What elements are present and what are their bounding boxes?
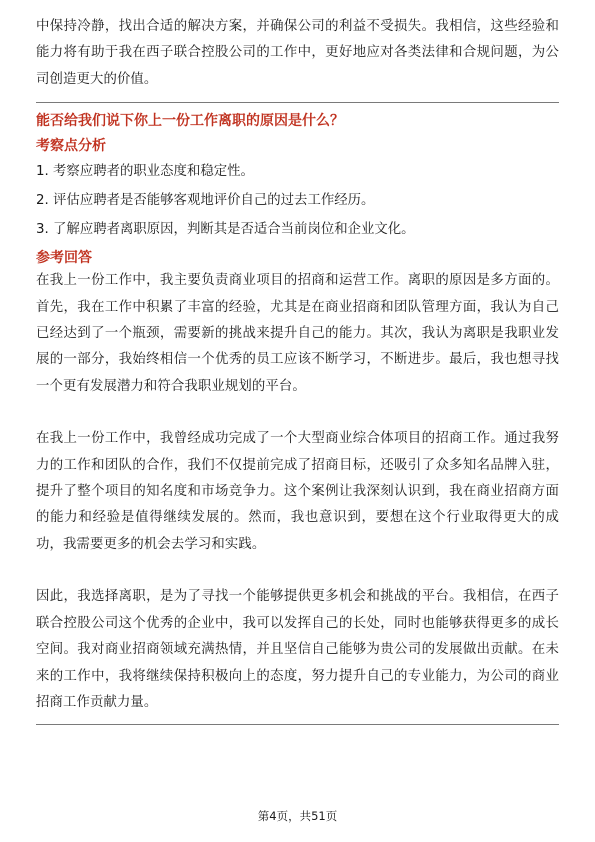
answer-label: 参考回答 [36, 250, 92, 267]
answer-paragraph: 在我上一份工作中，我主要负责商业项目的招商和运营工作。离职的原因是多方面的。首先，我在工作中积累了丰富的经验，尤其是在商业招商和团队管理方面，我认为自己已经达到了一个瓶颈，需要新的挑战来提升自己的能力。其次，我认为离职是我职业发展的一部分，我始终相信一个优秀的员工应该不断学习，不断进步。最后，我也想寻找一个更有发展潜力和符合我职业规划的平台。 [36, 273, 559, 394]
answer-paragraph: 在我上一份工作中，我曾经成功完成了一个大型商业综合体项目的招商工作。通过我努力的工作和团队的合作，我们不仅提前完成了招商目标，还吸引了众多知名品牌入驻，提升了整个项目的知名度和市场竞争力。这个案例让我深刻认识到，我在商业招商方面的能力和经验是值得继续发展的。然而，我也意识到，要想在这个行业取得更大的成功，我需要更多的机会去学习和实践。 [36, 431, 559, 552]
analysis-list [36, 157, 559, 244]
intro-paragraph: 中保持冷静，找出合适的解决方案，并确保公司的利益不受损失。我相信，这些经验和能力将有助于我在西子联合控股公司的工作中，更好地应对各类法律和合规问题，为公司创造更大的价值。 [36, 19, 559, 87]
analysis-label: 考察点分析 [36, 138, 106, 155]
question-title: 能否给我们说下你上一份工作离职的原因是什么？ [36, 113, 344, 130]
list-item: 3. 了解应聘者离职原因，判断其是否适合当前岗位和企业文化。 [36, 222, 415, 238]
answer-paragraph: 因此，我选择离职，是为了寻找一个能够提供更多机会和挑战的平台。我相信，在西子联合控股公司这个优秀的企业中，我可以发挥自己的长处，同时也能够获得更多的成长空间。我对商业招商领域充满热情，并且坚信自己能够为贵公司的发展做出贡献。在未来的工作中，我将继续保持积极向上的态度，努力提升自己的专业能力，为公司的商业招商工作贡献力量。 [36, 589, 559, 710]
list-item: 1. 考察应聘者的职业态度和稳定性。 [36, 164, 254, 180]
document-page [36, 14, 559, 725]
list-item: 2. 评估应聘者是否能够客观地评价自己的过去工作经历。 [36, 193, 375, 209]
page-number: 第4页，共51页 [257, 809, 338, 823]
footer-divider [36, 724, 559, 725]
section-divider [36, 102, 559, 103]
